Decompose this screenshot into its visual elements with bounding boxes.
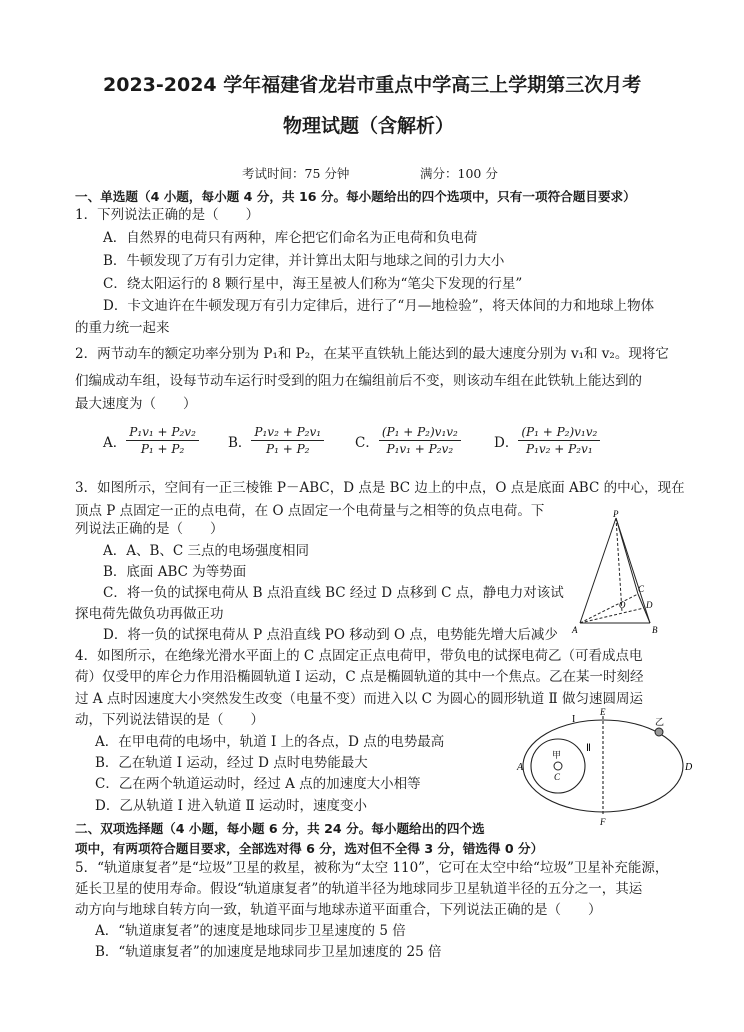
q2-option-c — [355, 425, 461, 456]
q3-option-c-line-1: C．将一负的试探电荷从 B 点沿直线 BC 经过 D 点移到 C 点，静电力对该试 — [103, 585, 564, 601]
label-e: E — [600, 707, 606, 717]
q4-orbit-figure — [516, 706, 716, 826]
edge-pa — [580, 518, 616, 623]
q2-stem-line-3: 最大速度为（ ） — [75, 396, 197, 412]
section-1-heading: 一、单选题（4 小题，每小题 4 分，共 16 分。每小题给出的四个选项中，只有一项符合题目要求） — [75, 189, 636, 204]
label-o: O — [619, 600, 626, 610]
q3-option-d: D．将一负的试探电荷从 P 点沿直线 PO 移动到 O 点，电势能先增大后减少 — [103, 627, 558, 643]
q2-option-b — [228, 425, 324, 456]
label-p: P — [613, 509, 619, 519]
q5-option-b: B．“轨道康复者”的加速度是地球同步卫星加速度的 25 倍 — [95, 944, 442, 960]
section-2-heading-line-1: 二、双项选择题（4 小题，每小题 6 分，共 24 分。每小题给出的四个选 — [75, 821, 485, 836]
median-ad — [580, 608, 644, 623]
q2-b-denominator: P₁ + P₂ — [266, 442, 310, 456]
q4-option-a: A．在甲电荷的电场中，轨道 Ⅰ 上的各点，D 点的电势最高 — [95, 734, 445, 750]
q4-stem-line-1: 4．如图所示，在绝缘光滑水平面上的 C 点固定正点电荷甲，带负电的试探电荷乙（可看成点电 — [75, 648, 643, 664]
q4-stem-line-2: 荷）仅受甲的库仑力作用沿椭圆轨道 Ⅰ 运动，C 点是椭圆轨道的其中一个焦点。乙在某一时刻经 — [75, 669, 644, 685]
q1-option-a: A．自然界的电荷只有两种，库仑把它们命名为正电荷和负电荷 — [103, 230, 478, 246]
q2-b-numerator: P₁v₂ + P₂v₁ — [251, 425, 324, 441]
label-f: F — [600, 817, 606, 826]
section-2-heading-line-2: 项中，有两项符合题目要求，全部选对得 6 分，选对但不全得 3 分，错选得 0 分） — [75, 841, 544, 856]
q1-stem: 1．下列说法正确的是（ ） — [75, 207, 260, 223]
q5-stem-line-3: 动方向与地球自转方向一致，轨道平面与地球赤道平面重合，下列说法正确的是（ ） — [75, 902, 602, 918]
charge-yi — [655, 728, 663, 736]
q2-option-d-label: D． — [494, 434, 519, 451]
q2-c-numerator: (P₁ + P₂)v₁v₂ — [379, 425, 461, 441]
label-d: D — [646, 600, 653, 610]
q1-option-b: B．牛顿发现了万有引力定律，并计算出太阳与地球之间的引力大小 — [103, 253, 505, 269]
full-score: 满分：100 分 — [420, 166, 498, 181]
q3-stem-line-3: 列说法正确的是（ ） — [75, 521, 224, 537]
q4-option-b: B．乙在轨道 Ⅰ 运动，经过 D 点时电势能最大 — [95, 755, 368, 771]
q2-option-d — [494, 425, 600, 456]
segment-po — [616, 518, 622, 612]
q2-d-numerator: (P₁ + P₂)v₁v₂ — [518, 425, 600, 441]
label-b: B — [652, 625, 658, 635]
q1-option-d-line-2: 的重力统一起来 — [75, 320, 170, 336]
label-d: D — [685, 762, 693, 773]
q3-tetrahedron-figure — [566, 508, 666, 638]
label-a: A — [572, 625, 578, 635]
label-yi: 乙 — [655, 717, 665, 727]
q5-option-a: A．“轨道康复者”的速度是地球同步卫星速度的 5 倍 — [95, 923, 406, 939]
q1-option-c: C．绕太阳运行的 8 颗行星中，海王星被人们称为“笔尖下发现的行星” — [103, 276, 523, 292]
q3-option-c-line-2: 探电荷先做负功再做正功 — [75, 606, 224, 622]
label-orbit-i: I — [572, 714, 576, 725]
label-c: C — [638, 584, 645, 594]
q2-option-c-fraction — [379, 425, 461, 456]
exam-time: 考试时间：75 分钟 — [242, 166, 350, 181]
q3-option-b: B．底面 ABC 为等势面 — [103, 564, 247, 580]
q2-stem-line-1: 2．两节动车的额定功率分别为 P₁和 P₂，在某平直铁轨上能达到的最大速度分别为 v₁和 v₂。现将它 — [75, 346, 669, 362]
q3-stem-line-1: 3．如图所示，空间有一正三棱锥 P－ABC，D 点是 BC 边上的中点，O 点是底面 ABC 的中心，现在 — [75, 480, 685, 496]
q2-stem-line-2: 们编成动车组，设每节动车运行时受到的阻力在编组前后不变，则该动车组在此铁轨上能达到的 — [75, 373, 642, 389]
q2-option-b-label: B． — [228, 434, 252, 451]
q4-option-d: D．乙从轨道 Ⅰ 进入轨道 Ⅱ 运动时，速度变小 — [95, 798, 367, 814]
q2-option-c-label: C． — [355, 434, 379, 451]
q2-d-denominator: P₁v₂ + P₂v₁ — [526, 442, 593, 456]
q2-a-numerator: P₁v₁ + P₂v₂ — [126, 425, 199, 441]
q3-option-a: A．A、B、C 三点的电场强度相同 — [103, 543, 310, 559]
label-jia: 甲 — [552, 750, 562, 760]
q5-stem-line-1: 5．“轨道康复者”是“垃圾”卫星的救星，被称为“太空 110”，它可在太空中给“垃圾”卫星补充能源， — [75, 860, 669, 876]
label-orbit-ii: Ⅱ — [586, 743, 591, 754]
q2-option-d-fraction — [518, 425, 600, 456]
label-c: C — [554, 772, 561, 782]
title-line-1: 2023-2024 学年福建省龙岩市重点中学高三上学期第三次月考 — [103, 74, 642, 96]
q2-option-a — [103, 425, 199, 456]
q2-c-denominator: P₁v₁ + P₂v₂ — [386, 442, 454, 456]
charge-jia — [554, 762, 562, 770]
q1-option-d-line-1: D．卡文迪许在牛顿发现万有引力定律后，进行了“月—地检验”，将天体间的力和地球上物体 — [103, 298, 655, 314]
q4-stem-line-3: 过 A 点时因速度大小突然发生改变（电量不变）而进入以 C 为圆心的圆形轨道 Ⅱ 做匀速圆周运 — [75, 691, 644, 707]
q2-option-a-fraction — [126, 425, 199, 456]
title-line-2: 物理试题（含解析） — [283, 115, 455, 137]
edge-pc — [616, 518, 638, 594]
q2-option-a-label: A． — [103, 434, 127, 451]
q3-stem-line-2: 顶点 P 点固定一正的点电荷，在 O 点固定一个电荷量与之相等的负点电荷。下 — [75, 503, 545, 519]
q2-a-denominator: P₁ + P₂ — [140, 442, 185, 456]
q5-stem-line-2: 延长卫星的使用寿命。假设“轨道康复者”的轨道半径为地球同步卫星轨道半径的五分之一，其运 — [75, 881, 643, 897]
q4-stem-line-4: 动，下列说法错误的是（ ） — [75, 712, 264, 728]
label-a: A — [517, 762, 524, 773]
q2-option-b-fraction — [251, 425, 324, 456]
q4-option-c: C．乙在两个轨道运动时，经过 A 点的加速度大小相等 — [95, 776, 421, 792]
